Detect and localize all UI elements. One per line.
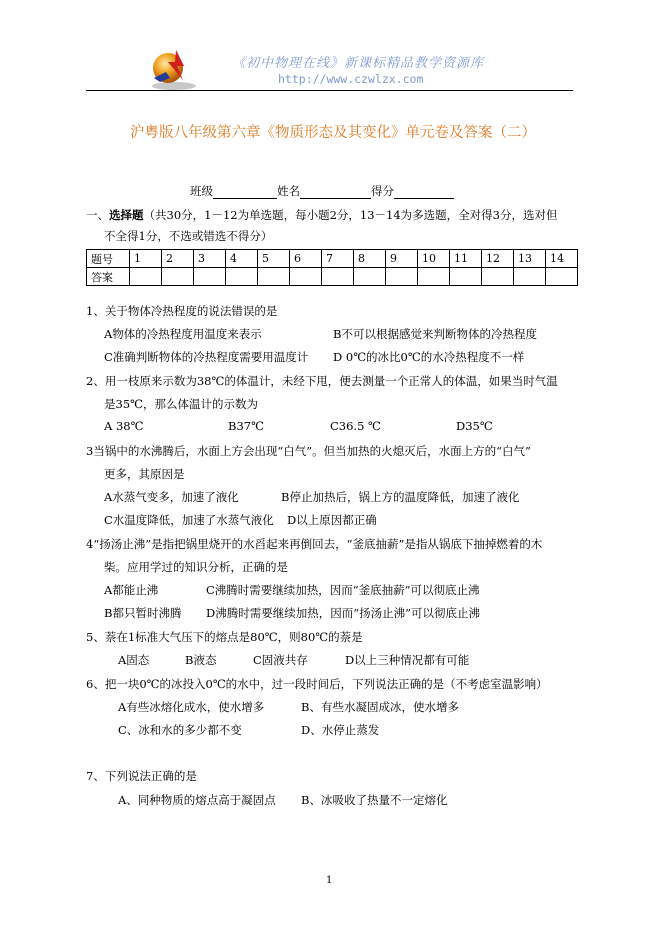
question-4-option-d: D沸腾时需要继续加热，因而“扬汤止沸”可以彻底止沸 <box>206 606 480 620</box>
question-3-option-c: C水温度降低，加速了水蒸气液化 <box>104 513 274 527</box>
name-label: 姓名 <box>277 184 300 198</box>
question-2-stem-1: 2、用一枝原来示数为38℃的体温计，未经下甩，便去测量一个正常人的体温，如果当时气温 <box>86 374 558 388</box>
header-url: http://www.czwlzx.com <box>278 72 424 86</box>
table-cell: 7 <box>322 250 354 268</box>
table-cell: 10 <box>418 250 450 268</box>
question-4-option-b: B都只暂时沸腾 <box>104 606 182 620</box>
question-1-option-d: D 0℃的冰比0℃的水冷热程度不一样 <box>333 350 525 364</box>
question-5-option-b: B液态 <box>185 653 217 667</box>
section-desc-1: （共30分，1－12为单选题，每小题2分，13－14为多选题，全对得3分，选对但 <box>143 208 558 222</box>
table-row-number <box>87 250 578 268</box>
question-7-option-b: B、冰吸收了热量不一定熔化 <box>301 793 448 807</box>
answer-cell[interactable] <box>354 268 386 286</box>
table-cell: 5 <box>258 250 290 268</box>
section-desc-2: 不全得1分，不选或错选不得分） <box>104 229 273 243</box>
name-blank[interactable] <box>300 186 371 199</box>
question-5-option-a: A固态 <box>118 653 150 667</box>
answer-cell[interactable] <box>418 268 450 286</box>
question-7-stem: 7、下列说法正确的是 <box>86 769 197 783</box>
answer-cell[interactable] <box>162 268 194 286</box>
question-2-option-d: D35℃ <box>456 419 493 433</box>
table-cell: 3 <box>194 250 226 268</box>
table-cell: 14 <box>546 250 578 268</box>
question-4-option-c: C沸腾时需要继续加热，因而“釜底抽薪”可以彻底止沸 <box>206 583 480 597</box>
score-blank[interactable] <box>394 186 454 199</box>
question-6-stem: 6、把一块0℃的冰投入0℃的水中，过一段时间后，下列说法正确的是（不考虑室温影响） <box>86 677 548 691</box>
document-title: 沪粤版八年级第六章《物质形态及其变化》单元卷及答案（二） <box>130 125 536 141</box>
class-blank[interactable] <box>213 186 277 199</box>
header-title: 《初中物理在线》新课标精品教学资源库 <box>232 56 485 71</box>
question-3-option-a: A水蒸气变多，加速了液化 <box>104 490 239 504</box>
answer-cell[interactable] <box>258 268 290 286</box>
section-number: 一、 <box>86 208 109 222</box>
site-logo <box>146 44 204 92</box>
answer-cell[interactable] <box>386 268 418 286</box>
table-cell: 4 <box>226 250 258 268</box>
question-5-option-d: D以上三种情况都有可能 <box>345 653 470 667</box>
question-7-option-a: A、同种物质的熔点高于凝固点 <box>118 793 276 807</box>
table-header-label: 题号 <box>87 250 130 268</box>
question-6-option-a: A有些冰熔化成水，使水增多 <box>118 700 265 714</box>
table-cell: 2 <box>162 250 194 268</box>
table-answer-label: 答案 <box>87 268 130 286</box>
question-6-option-b: B、有些水凝固成冰，使水增多 <box>301 700 459 714</box>
table-cell: 11 <box>450 250 482 268</box>
question-2-option-a: A 38℃ <box>104 419 144 433</box>
section-heading <box>86 207 557 223</box>
answer-cell[interactable] <box>546 268 578 286</box>
answer-cell[interactable] <box>290 268 322 286</box>
table-cell: 1 <box>130 250 162 268</box>
question-5-option-c: C固液共存 <box>253 653 308 667</box>
info-line <box>190 183 454 199</box>
table-cell: 9 <box>386 250 418 268</box>
table-cell: 13 <box>514 250 546 268</box>
question-2-option-c: C36.5 ℃ <box>330 419 381 433</box>
answer-cell[interactable] <box>322 268 354 286</box>
question-1-option-c: C准确判断物体的冷热程度需要用温度计 <box>104 350 309 364</box>
question-1-option-b: B不可以根据感觉来判断物体的冷热程度 <box>333 327 537 341</box>
question-1-option-a: A物体的冷热程度用温度来表示 <box>104 327 262 341</box>
section-name: 选择题 <box>109 208 144 222</box>
table-cell: 6 <box>290 250 322 268</box>
header-rule <box>86 90 573 91</box>
question-3-stem-1: 3当锅中的水沸腾后，水面上方会出现“白气”。但当加热的火熄灭后，水面上方的“白气” <box>86 444 531 458</box>
answer-cell[interactable] <box>194 268 226 286</box>
answer-table <box>86 249 578 286</box>
question-2-stem-2: 是35℃，那么体温计的示数为 <box>104 397 258 411</box>
answer-cell[interactable] <box>514 268 546 286</box>
question-4-stem-2: 柴。应用学过的知识分析，正确的是 <box>104 560 288 574</box>
question-3-option-b: B停止加热后，锅上方的温度降低，加速了液化 <box>281 490 520 504</box>
question-1-stem: 1、关于物体冷热程度的说法错误的是 <box>86 304 278 318</box>
score-label: 得分 <box>371 184 394 198</box>
table-row-answer <box>87 268 578 286</box>
question-6-option-c: C、冰和水的多少都不变 <box>118 723 242 737</box>
answer-cell[interactable] <box>226 268 258 286</box>
table-cell: 12 <box>482 250 514 268</box>
answer-cell[interactable] <box>450 268 482 286</box>
question-6-option-d: D、水停止蒸发 <box>301 723 380 737</box>
question-5-stem: 5、萘在1标准大气压下的熔点是80℃，则80℃的萘是 <box>86 630 363 644</box>
question-4-stem-1: 4“扬汤止沸”是指把锅里烧开的水舀起来再倒回去，“釜底抽薪”是指从锅底下抽掉燃着的木 <box>86 537 543 551</box>
class-label: 班级 <box>190 184 213 198</box>
page-number: 1 <box>326 875 333 886</box>
answer-cell[interactable] <box>482 268 514 286</box>
question-3-option-d: D以上原因都正确 <box>287 513 377 527</box>
table-cell: 8 <box>354 250 386 268</box>
question-3-stem-2: 更多，其原因是 <box>104 467 185 481</box>
answer-cell[interactable] <box>130 268 162 286</box>
question-2-option-b: B37℃ <box>228 419 264 433</box>
question-4-option-a: A都能止沸 <box>104 583 159 597</box>
